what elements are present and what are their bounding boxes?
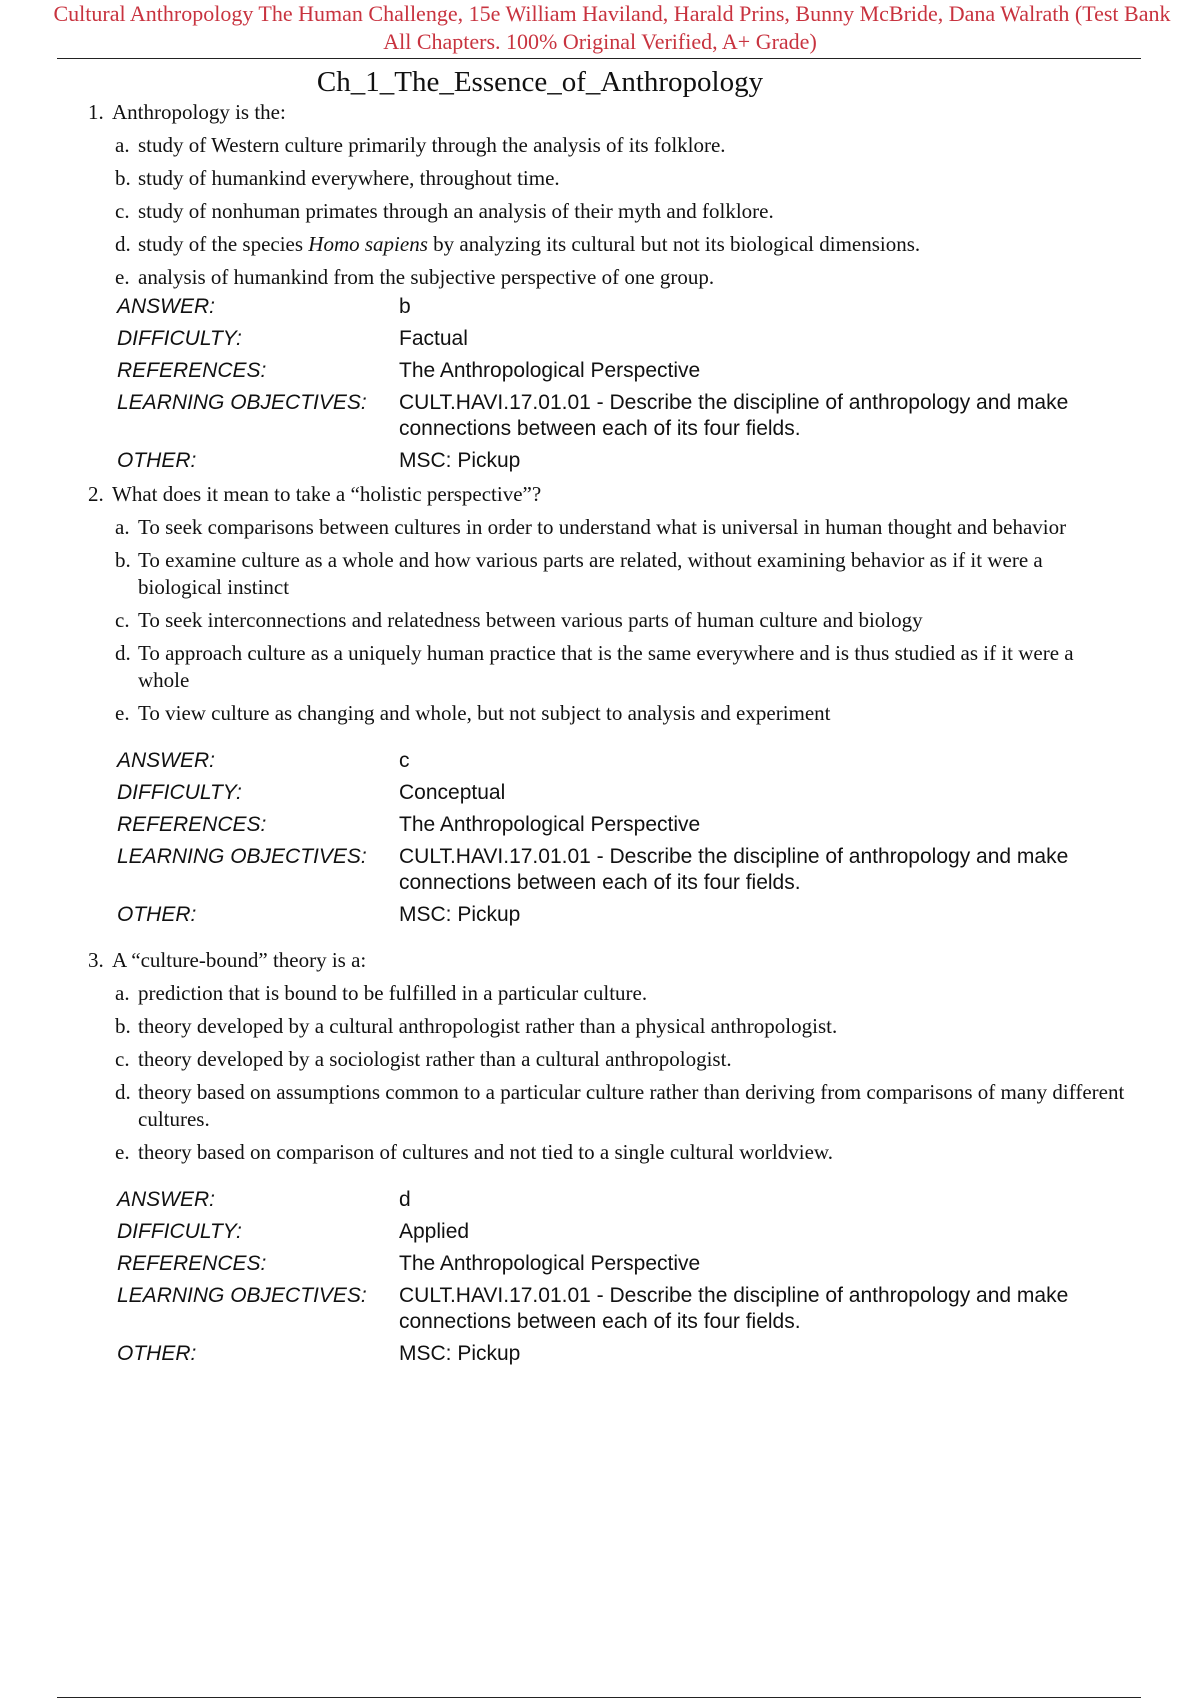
option-letter: b. — [115, 548, 131, 572]
answer-row — [117, 1187, 1117, 1213]
option-text: theory based on assumptions common to a particular culture rather than deriving from comparisons of many different cultures. — [138, 1080, 1125, 1131]
option-list — [88, 514, 1128, 727]
header-line-2: All Chapters. 100% Original Verified, A+ Grade) — [383, 29, 817, 54]
references-row — [117, 812, 1117, 838]
references-value: The Anthropological Perspective — [399, 359, 701, 382]
header-divider — [57, 58, 1141, 59]
learning-objectives-row — [117, 1283, 1117, 1335]
option-letter: d. — [115, 232, 131, 256]
other-label: OTHER: — [117, 903, 197, 926]
document-header — [0, 0, 1200, 56]
learning-objectives-value: CULT.HAVI.17.01.01 - Describe the discipline of anthropology and make connections between each of its four fields. — [399, 391, 1069, 440]
chapter-title: Ch_1_The_Essence_of_Anthropology — [316, 66, 764, 98]
option-text: theory based on comparison of cultures and not tied to a single cultural worldview. — [138, 1140, 833, 1164]
question-number: 3. — [88, 948, 104, 972]
option-text: by analyzing its cultural but not its biological dimensions. — [427, 232, 921, 256]
other-label: OTHER: — [117, 1342, 197, 1365]
option-list — [88, 980, 1128, 1166]
option-list — [88, 132, 1128, 291]
difficulty-label: DIFFICULTY: — [117, 1220, 242, 1243]
option-letter: d. — [115, 1080, 131, 1104]
learning-objectives-row — [117, 844, 1117, 896]
other-value: MSC: Pickup — [399, 449, 521, 472]
difficulty-value: Applied — [399, 1220, 470, 1243]
answer-value: b — [399, 295, 411, 318]
answer-row — [117, 748, 1117, 774]
references-label: REFERENCES: — [117, 1252, 267, 1275]
option-letter: a. — [115, 133, 130, 157]
references-value: The Anthropological Perspective — [399, 813, 701, 836]
option-letter: a. — [115, 981, 130, 1005]
option-d — [88, 640, 1128, 694]
answer-label: ANSWER: — [117, 295, 216, 318]
option-a — [88, 132, 1128, 159]
question-number: 1. — [88, 100, 104, 124]
option-text: To seek comparisons between cultures in order to understand what is universal in human thought and behavior — [138, 515, 1067, 539]
difficulty-row — [117, 1219, 1117, 1245]
question-stem — [88, 945, 1128, 975]
references-row — [117, 358, 1117, 384]
option-letter: c. — [115, 199, 130, 223]
answer-label: ANSWER: — [117, 1188, 216, 1211]
option-b — [88, 547, 1128, 601]
question-3-metadata — [117, 1187, 1117, 1373]
option-d — [88, 1079, 1128, 1133]
option-b — [88, 165, 1128, 192]
learning-objectives-row — [117, 390, 1117, 442]
other-value: MSC: Pickup — [399, 903, 521, 926]
question-text: Anthropology is the: — [112, 100, 286, 124]
option-text: theory developed by a sociologist rather than a cultural anthropologist. — [138, 1047, 732, 1071]
learning-objectives-label: LEARNING OBJECTIVES: — [117, 845, 367, 868]
option-text: study of humankind everywhere, throughout time. — [138, 166, 560, 190]
option-text: theory developed by a cultural anthropologist rather than a physical anthropologist. — [138, 1014, 838, 1038]
other-row — [117, 1341, 1117, 1367]
option-b — [88, 1013, 1128, 1040]
question-2 — [88, 479, 1128, 727]
option-text: study of Western culture primarily through the analysis of its folklore. — [138, 133, 726, 157]
option-text: study of nonhuman primates through an analysis of their myth and folklore. — [138, 199, 774, 223]
difficulty-value: Factual — [399, 327, 468, 350]
option-letter: b. — [115, 166, 131, 190]
option-text: analysis of humankind from the subjective perspective of one group. — [138, 265, 715, 289]
option-letter: c. — [115, 1047, 130, 1071]
question-stem — [88, 97, 1128, 127]
option-e — [88, 700, 1128, 727]
answer-value: c — [399, 749, 410, 772]
option-letter: e. — [115, 701, 130, 725]
learning-objectives-value: CULT.HAVI.17.01.01 - Describe the discipline of anthropology and make connections between each of its four fields. — [399, 845, 1069, 894]
option-text: To view culture as changing and whole, but not subject to analysis and experiment — [138, 701, 831, 725]
difficulty-row — [117, 326, 1117, 352]
question-1 — [88, 97, 1128, 291]
option-a — [88, 514, 1128, 541]
option-letter: a. — [115, 515, 130, 539]
option-text: To seek interconnections and relatedness between various parts of human culture and biology — [138, 608, 923, 632]
question-1-metadata — [117, 294, 1117, 480]
other-row — [117, 902, 1117, 928]
references-value: The Anthropological Perspective — [399, 1252, 701, 1275]
option-letter: c. — [115, 608, 130, 632]
difficulty-label: DIFFICULTY: — [117, 327, 242, 350]
question-text: What does it mean to take a “holistic perspective”? — [112, 482, 542, 506]
option-text: study of the species — [138, 232, 309, 256]
difficulty-row — [117, 780, 1117, 806]
question-3 — [88, 945, 1128, 1166]
other-label: OTHER: — [117, 449, 197, 472]
option-e — [88, 264, 1128, 291]
option-c — [88, 1046, 1128, 1073]
difficulty-value: Conceptual — [399, 781, 506, 804]
option-letter: e. — [115, 1140, 130, 1164]
footer-divider — [57, 1697, 1141, 1698]
option-text: To approach culture as a uniquely human practice that is the same everywhere and is thus studied as if it were a whole — [138, 641, 1074, 692]
question-text: A “culture-bound” theory is a: — [112, 948, 367, 972]
references-row — [117, 1251, 1117, 1277]
answer-label: ANSWER: — [117, 749, 216, 772]
question-stem — [88, 479, 1128, 509]
option-text: prediction that is bound to be fulfilled in a particular culture. — [138, 981, 648, 1005]
option-d — [88, 231, 1128, 258]
option-a — [88, 980, 1128, 1007]
other-row — [117, 448, 1117, 474]
option-e — [88, 1139, 1128, 1166]
difficulty-label: DIFFICULTY: — [117, 781, 242, 804]
learning-objectives-label: LEARNING OBJECTIVES: — [117, 391, 367, 414]
answer-value: d — [399, 1188, 411, 1211]
option-letter: b. — [115, 1014, 131, 1038]
option-letter: e. — [115, 265, 130, 289]
question-2-metadata — [117, 748, 1117, 934]
learning-objectives-value: CULT.HAVI.17.01.01 - Describe the discipline of anthropology and make connections between each of its four fields. — [399, 1284, 1069, 1333]
references-label: REFERENCES: — [117, 359, 267, 382]
references-label: REFERENCES: — [117, 813, 267, 836]
header-line-1: Cultural Anthropology The Human Challenge, 15e William Haviland, Harald Prins, Bunny McBride, Dana Walrath (Test Bank — [53, 1, 1171, 26]
other-value: MSC: Pickup — [399, 1342, 521, 1365]
answer-row — [117, 294, 1117, 320]
learning-objectives-label: LEARNING OBJECTIVES: — [117, 1284, 367, 1307]
option-text-italic: Homo sapiens — [308, 232, 428, 256]
option-c — [88, 198, 1128, 225]
option-text: To examine culture as a whole and how various parts are related, without examining behavior as if it were a biological instinct — [138, 548, 1043, 599]
question-number: 2. — [88, 482, 104, 506]
option-letter: d. — [115, 641, 131, 665]
option-c — [88, 607, 1128, 634]
